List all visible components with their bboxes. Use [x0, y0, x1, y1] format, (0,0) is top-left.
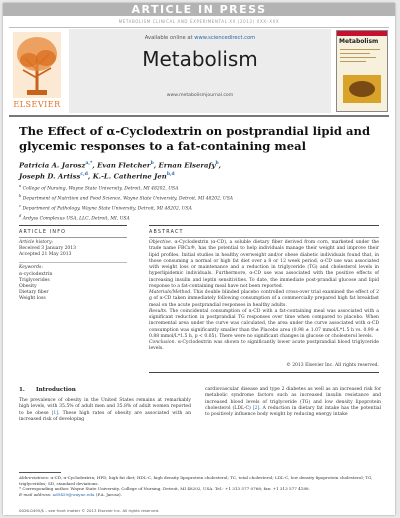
affiliation-list [19, 183, 379, 223]
section-title: Introduction [36, 387, 76, 393]
elsevier-wordmark: ELSEVIER [13, 100, 61, 109]
article-info-mid-rule [19, 237, 127, 238]
journal-cover-thumbnail [336, 30, 388, 112]
author-list: Patricia A. Jarosz$^{a,*}$, Evan Fletcher$^b$, Ernan Elserafy$^b$, Joseph D. Artiss$^{c,d}$, K.-L. Catherine Jen$^{b,d}$ [19, 161, 222, 181]
abstract-section-text: α-Cyclodextrin was shown to significantly lower acute postprandial blood triglyceride levels. [149, 340, 379, 352]
journal-citation-line: METABOLISM CLINICAL AND EXPERIMENTAL XX (2013) XXX–XXX [118, 19, 280, 24]
author-affiliation-marker: a,* [85, 161, 93, 166]
author-name[interactable]: K.-L. Catherine Jen [92, 172, 167, 181]
keyword: Obesity [19, 284, 37, 290]
affiliation: $^a$ College of Nursing, Wayne State University, Detroit, MI 48202, USA [19, 184, 179, 192]
article-info-top-rule [19, 225, 127, 226]
article-history-label: Article history: [19, 240, 54, 245]
email-footnote: E-mail address: ad9459@wayne.edu (P.A. Jarosz). [19, 491, 122, 497]
author-name[interactable]: Evan Fletcher [97, 161, 151, 170]
journal-url[interactable]: www.metabolismjournal.com [166, 93, 234, 98]
affiliation: $^c$ Department of Pathology, Wayne State University, Detroit, MI 48202, USA [19, 204, 192, 212]
abstract-section-label: Results. [149, 308, 168, 314]
corresponding-author-footnote: * Corresponding author. Wayne State University, College of Nursing, Detroit, MI 48202, USA. Tel.: +1 313 577 0766; fax: +1 313 577 4188. [19, 486, 310, 492]
article-title: The Effect of α-Cyclodextrin on postprandial lipid and glycemic responses to a fat-containing meal [19, 124, 371, 153]
journal-header [69, 29, 331, 113]
keyword: Dietary fiber [19, 290, 49, 296]
cover-rule [340, 57, 376, 58]
reference-link[interactable]: [2] [252, 405, 260, 411]
footnote-rule [19, 472, 61, 473]
keyword-list [19, 272, 119, 302]
abstract-section-text: α-Cyclodextrin (α-CD), a soluble dietary fiber derived from corn, marketed under the trade name FBCx®, has the potential to help individuals manage their weight and improve their lipid profiles. Initial studies in healthy overweight and/or obese diabetic individuals found that, in those consuming a normal or high fat diet over a 8 or 12 week period, α-CD use was associated with weight loss or maintenance and a reduction in triglyceride (TG) and cholesterol levels in hyperlipidemic individuals. Furthermore, α-CD use was associated with the positive effects of increasing insulin and leptin sensitivities. To date, the immediate post-prandial glucose and lipid response to a fat-containing meal have not been reported. [149, 240, 379, 289]
keywords-label: Keywords: [19, 265, 43, 270]
available-online-prefix: Available online at [144, 35, 193, 41]
footnotes [19, 475, 381, 497]
abstract-top-rule [149, 225, 379, 226]
abstract-section-text: The coincidental consumption of α-CD with a fat-containing meal was associated with a significant reduction in postprandial TG responses over time when compared to placebo. When incremental area under the curve was calculated, the area under the curve associated with α-CD consumption was significantly smaller than the Placebo area (0.98 ± 1.07 mmol/L*1.5 h vs. 0.99 ± 0.88 mmol/L*1.5 h, p < 0.05). There were no significant changes in glucose or cholesterol levels. [149, 308, 379, 339]
elsevier-tree-logo [11, 30, 63, 106]
available-online-line [69, 35, 331, 41]
abbreviations-footnote: Abbreviations: α-CD, α-Cyclodextrin; HFD, high fat diet; HDL-C, high density lipoprotein cholesterol; TC, total cholesterol; LDL-C, low density lipoprotein cholesterol; TG, triglycerides; SD, standard deviations. [19, 475, 373, 486]
keyword: α-cyclodextrin [19, 272, 53, 277]
author-affiliation-marker: c,d [80, 172, 88, 178]
reference-link[interactable]: [1] [51, 410, 59, 416]
abstract-section-text: This double blinded placebo controlled cross-over trial examined the effect of 2 g of α-CD taken immediately following consumption of a commercially prepared high fat breakfast meal on the acute postprandial responses in healthy adults. [149, 290, 380, 308]
journal-title: Metabolism [142, 47, 258, 71]
cover-rule [340, 61, 366, 62]
author-affiliation-marker: b,d [166, 172, 175, 178]
abstract-section-label: Objective. [149, 240, 173, 245]
abstract-bottom-rule [149, 372, 379, 373]
received-date: Received 3 January 2013 [19, 246, 77, 252]
author-name[interactable]: Patricia A. Jarosz [19, 161, 86, 170]
abstract-section-label: Conclusion. [149, 340, 176, 345]
keyword: Weight loss [19, 296, 46, 302]
cover-title: Metabolism [339, 38, 379, 45]
article-page [3, 3, 395, 515]
affiliation: $^b$ Department of Nutrition and Food Science, Wayne State University, Detroit, MI 48202, USA [19, 194, 234, 202]
cover-artwork-detail [349, 81, 375, 97]
section-number: 1. [19, 387, 25, 393]
keyword: Triglycerides [19, 278, 50, 284]
author-affiliation-marker: b [150, 161, 154, 166]
affiliation: $^d$ Ardyss Complexus USA, LLC, Detroit, MI, USA [19, 214, 130, 222]
article-in-press-banner: ARTICLE IN PRESS [3, 3, 395, 16]
introduction-right-column: cardiovascular disease and type 2 diabetes as well as an increased risk for metabolic syndrome factors such as increased insulin resistance and increased blood levels of triglyceride (TG) and low density lipoprotein cholesterol (LDL-C) [2]. A reduction in dietary fat intake has the potential to positively influence body weight by reducing energy intake [205, 387, 381, 418]
article-history [19, 240, 119, 259]
introduction-heading [19, 387, 76, 393]
cover-rule [340, 53, 370, 54]
cover-red-bar [337, 31, 387, 36]
article-info-heading: ARTICLE INFO [19, 230, 67, 235]
abstract-heading: ABSTRACT [149, 230, 184, 235]
abstract-mid-rule [149, 237, 379, 238]
header-top-rule [9, 27, 389, 28]
abstract-body [149, 240, 379, 353]
author-name[interactable]: Joseph D. Artiss [19, 172, 81, 181]
sciencedirect-link[interactable]: www.sciencedirect.com [194, 35, 256, 41]
keywords-rule [19, 262, 127, 263]
cover-rule [340, 49, 380, 50]
author-name[interactable]: Ernan Elserafy [158, 161, 216, 170]
author-email-link[interactable]: ad9459@wayne.edu [52, 491, 95, 497]
accepted-date: Accepted 21 May 2013 [19, 252, 72, 258]
abstract-section-label: Materials/Method. [149, 290, 192, 295]
abstract-copyright: © 2013 Elsevier Inc. All rights reserved. [286, 363, 379, 368]
introduction-left-column: The prevalence of obesity in the United States remains at remarkably high levels, with 35.5% of adult men and 35.8% of adult women reported to be obese [1]. These high rates of obesity are associated with an increased risk of developing [19, 398, 192, 422]
author-affiliation-marker: b [215, 161, 219, 166]
front-matter-line: 0026-0495/$ – see front matter © 2013 Elsevier Inc. All rights reserved. [19, 508, 160, 513]
header-bottom-rule [9, 115, 389, 117]
